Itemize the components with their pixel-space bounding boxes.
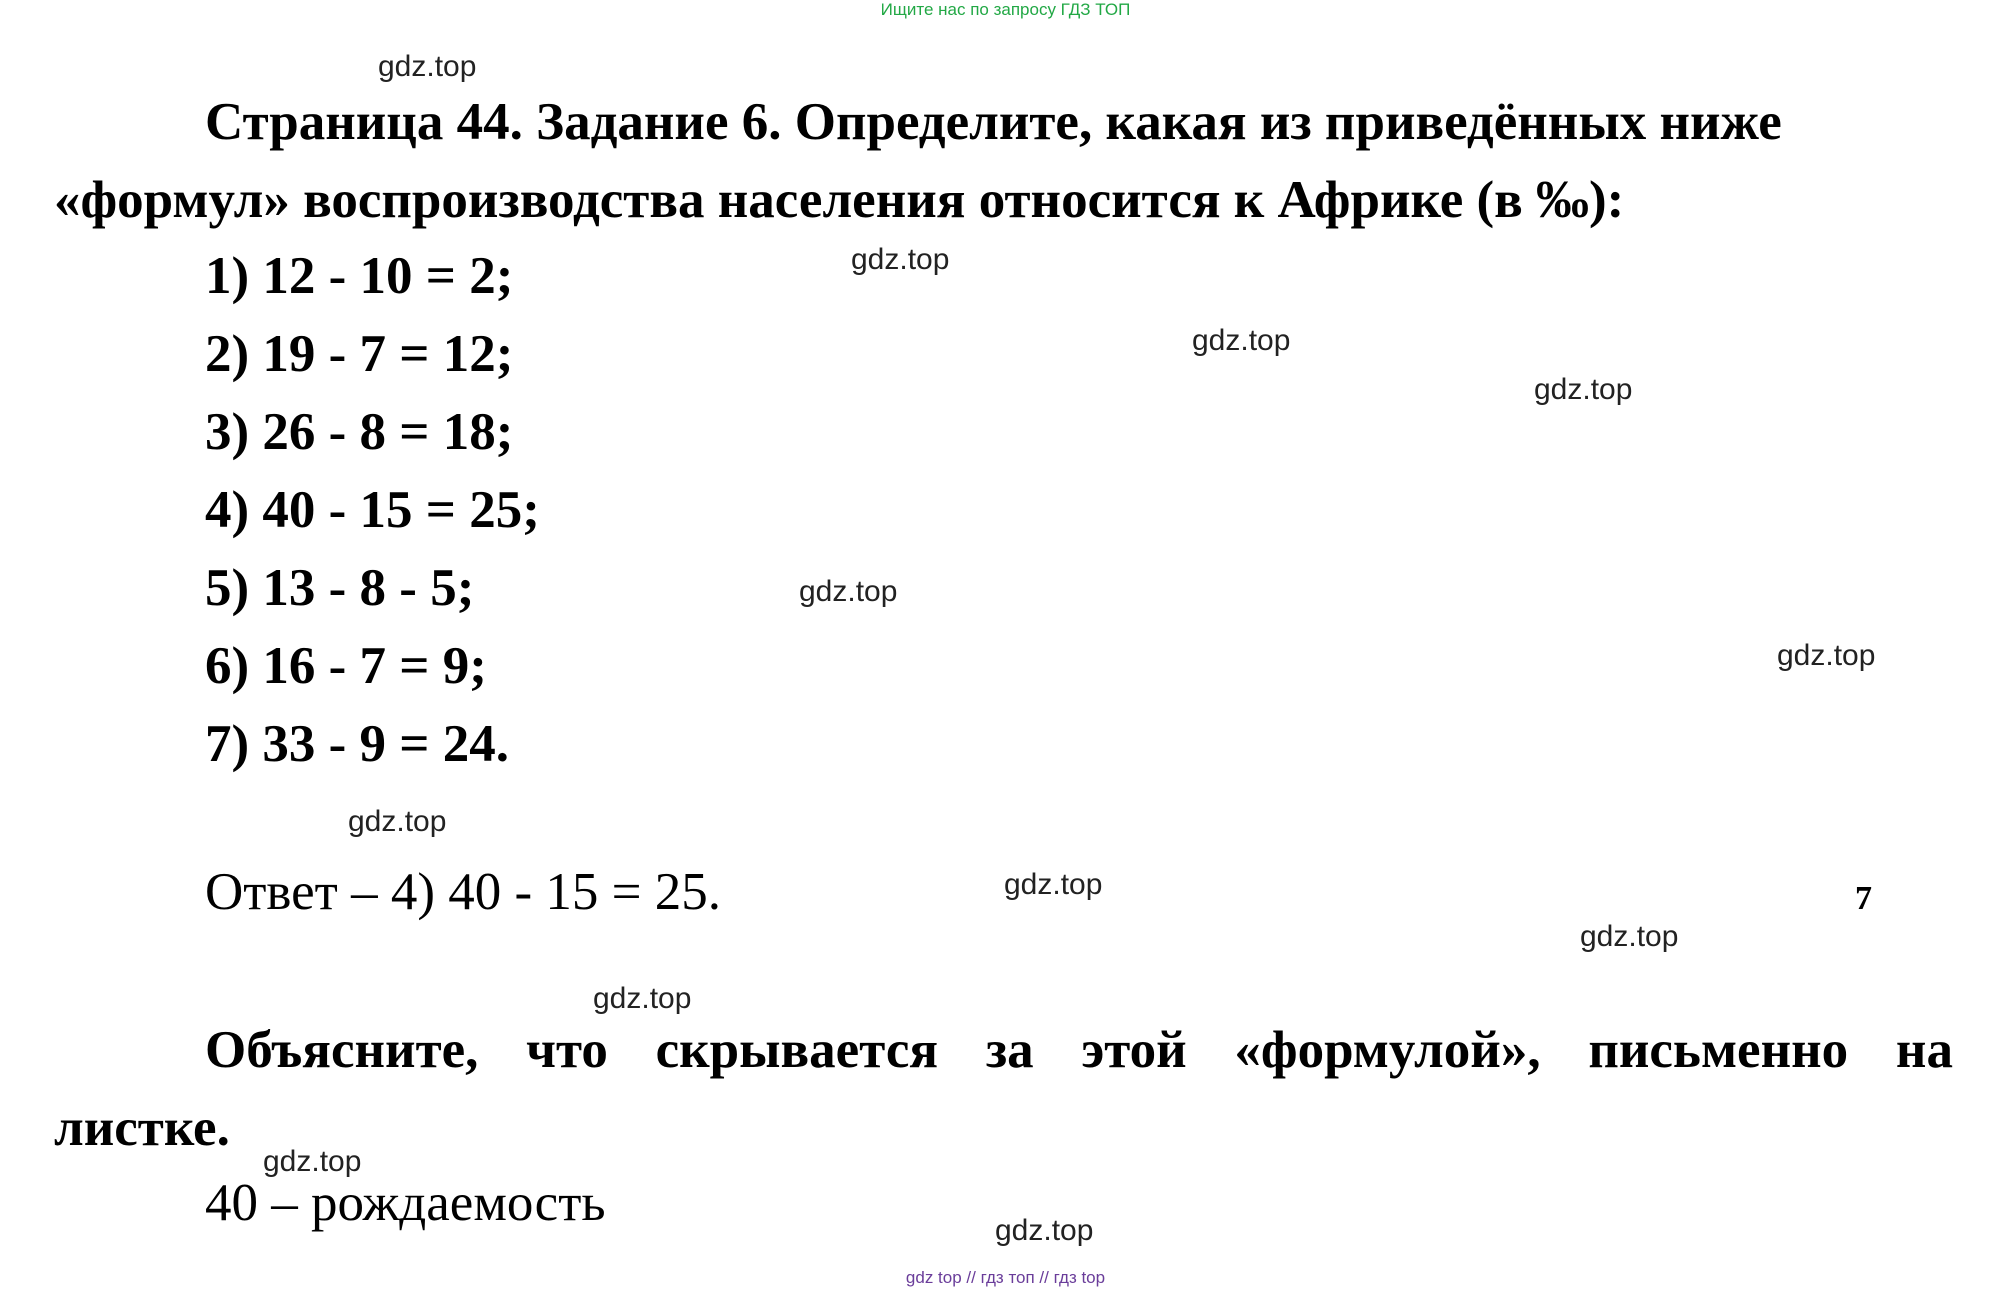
explain-line-3: 40 – рождаемость — [205, 1174, 606, 1232]
formula-item: 2) 19 - 7 = 12; — [205, 325, 514, 383]
formula-list — [205, 245, 540, 791]
explain-word: скрывается — [655, 1021, 939, 1079]
watermark: gdz.top — [593, 982, 692, 1015]
formula-item: 5) 13 - 8 - 5; — [205, 559, 475, 617]
question-line-2: «формул» воспроизводства населения относится к Африке (в ‰): — [54, 171, 1625, 229]
watermark: gdz.top — [348, 805, 447, 838]
explain-line-2: листке. — [54, 1099, 230, 1157]
watermark: gdz.top — [851, 243, 950, 276]
watermark: gdz.top — [1192, 324, 1291, 357]
top-banner: Ищите нас по запросу ГДЗ ТОП — [880, 0, 1131, 19]
watermark: gdz.top — [1534, 373, 1633, 406]
explain-word: этой — [1081, 1021, 1187, 1079]
explain-line-1 — [205, 1020, 1953, 1080]
formula-item: 1) 12 - 10 = 2; — [205, 247, 514, 305]
formula-item: 6) 16 - 7 = 9; — [205, 637, 487, 695]
formula-item: 4) 40 - 15 = 25; — [205, 481, 540, 539]
page-number: 7 — [1855, 880, 1872, 917]
formula-item: 3) 26 - 8 = 18; — [205, 403, 514, 461]
explain-word: на — [1895, 1021, 1953, 1079]
formula-item: 7) 33 - 9 = 24. — [205, 715, 509, 773]
explain-word: за — [985, 1021, 1034, 1079]
watermark: gdz.top — [995, 1214, 1094, 1247]
watermark: gdz.top — [378, 50, 477, 83]
watermark: gdz.top — [263, 1145, 362, 1178]
bottom-banner: gdz top // гдз топ // гдз top — [905, 1268, 1106, 1287]
watermark: gdz.top — [799, 575, 898, 608]
watermark: gdz.top — [1004, 868, 1103, 901]
explain-word: что — [526, 1021, 608, 1079]
explain-word: письменно — [1588, 1021, 1849, 1079]
explain-word: «формулой», — [1234, 1021, 1541, 1079]
answer-text: Ответ – 4) 40 - 15 = 25. — [205, 863, 722, 921]
watermark: gdz.top — [1580, 920, 1679, 953]
watermark: gdz.top — [1777, 639, 1876, 672]
question-line-1: Страница 44. Задание 6. Определите, какая из приведённых ниже — [205, 93, 1782, 151]
explain-word: Объясните, — [205, 1021, 479, 1079]
